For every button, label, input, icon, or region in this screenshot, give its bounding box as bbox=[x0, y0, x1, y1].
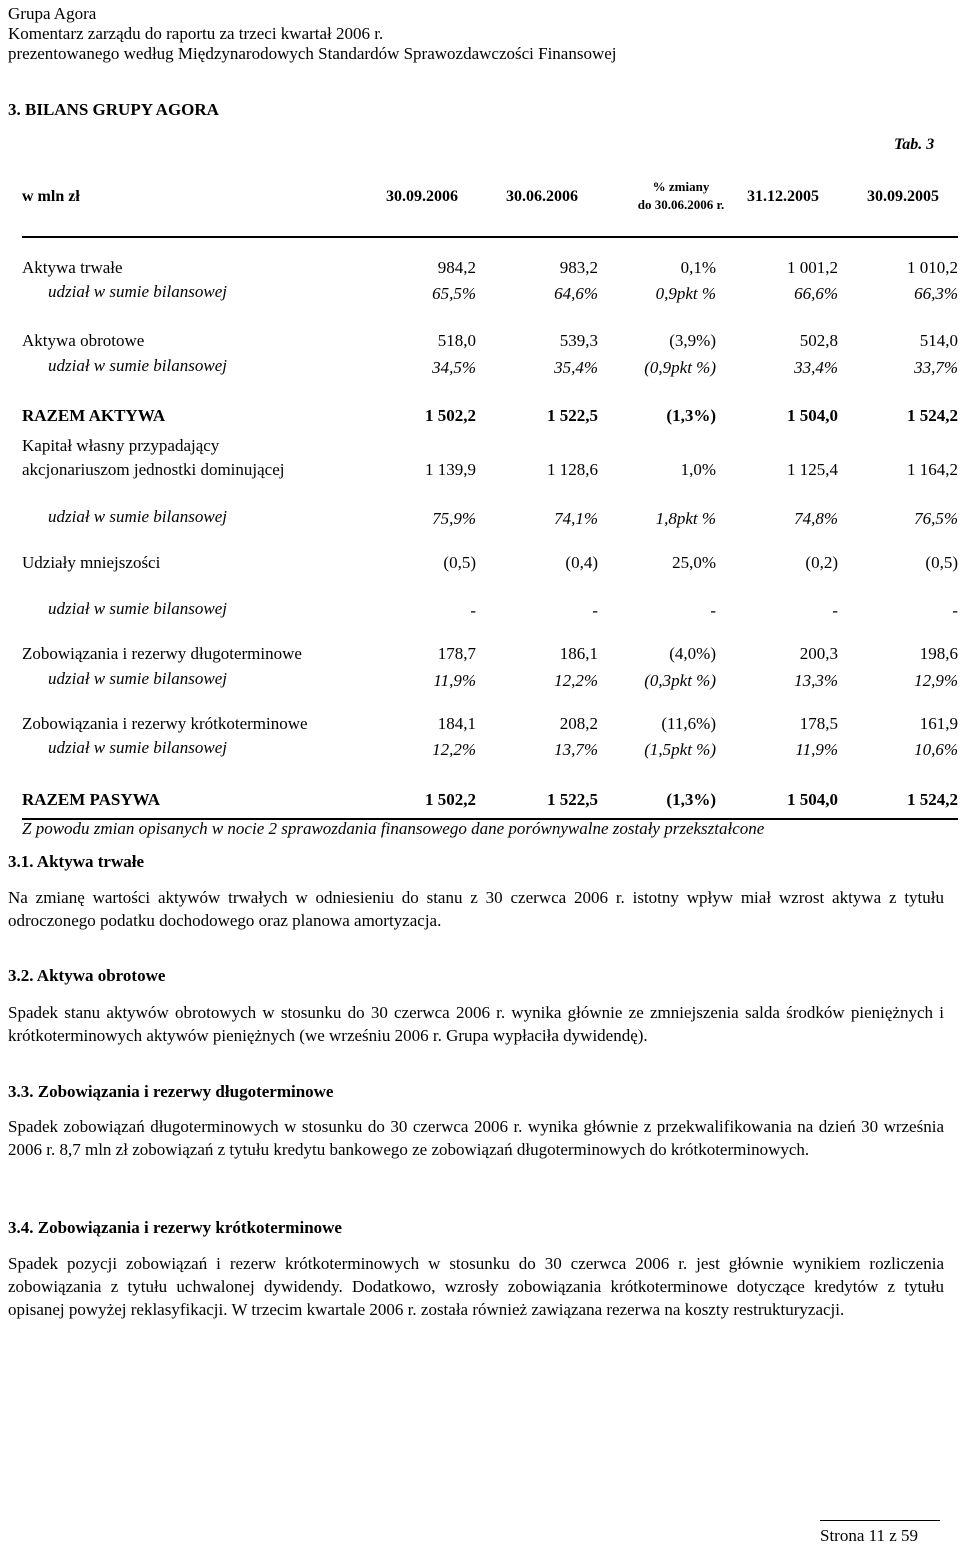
table-cell: 1 504,0 bbox=[787, 406, 838, 425]
row-label: udział w sumie bilansowej bbox=[48, 738, 227, 757]
table-cell: 0,1% bbox=[680, 258, 716, 277]
table-cell: 186,1 bbox=[559, 644, 598, 663]
table-cell: (1,3%) bbox=[666, 406, 716, 425]
footer-rule bbox=[820, 1520, 940, 1521]
table-cell: 76,5% bbox=[914, 509, 958, 528]
row-label: udział w sumie bilansowej bbox=[48, 507, 227, 526]
table-cell: (11,6%) bbox=[661, 714, 716, 733]
table-cell: - bbox=[832, 601, 838, 620]
table-cell: 1 502,2 bbox=[425, 406, 476, 425]
table-cell: 0,9pkt % bbox=[655, 284, 716, 303]
table-cell: 33,4% bbox=[794, 358, 838, 377]
table-cell: 1 010,2 bbox=[907, 258, 958, 277]
table-cell: 178,5 bbox=[799, 714, 838, 733]
section-3-1-text: Na zmianę wartości aktywów trwałych w odniesieniu do stanu z 30 czerwca 2006 r. istotny wpływ miał wzrost aktywa z tytułu odroczonego podatku dochodowego oraz planowa amortyzacja. bbox=[8, 888, 944, 930]
table-cell: 161,9 bbox=[919, 714, 958, 733]
row-label: Zobowiązania i rezerwy długoterminowe bbox=[22, 644, 302, 663]
table-cell: 64,6% bbox=[554, 284, 598, 303]
col-header-pct-change bbox=[636, 178, 726, 214]
table-cell: 1 524,2 bbox=[907, 790, 958, 809]
table-cell: 1 125,4 bbox=[787, 460, 838, 479]
table-cell: - bbox=[592, 601, 598, 620]
row-label: RAZEM PASYWA bbox=[22, 790, 161, 809]
table-cell: 539,3 bbox=[559, 331, 598, 350]
table-cell: 74,1% bbox=[554, 509, 598, 528]
table-cell: 13,3% bbox=[794, 671, 838, 690]
table-cell: 35,4% bbox=[554, 358, 598, 377]
table-cell: (1,3%) bbox=[666, 790, 716, 809]
section-3-1-title: 3.1. Aktywa trwałe bbox=[8, 852, 144, 871]
section-3-2-title: 3.2. Aktywa obrotowe bbox=[8, 966, 166, 985]
table-cell: (4,0%) bbox=[669, 644, 716, 663]
col-header-31-12-2005: 31.12.2005 bbox=[747, 188, 819, 205]
row-label: udział w sumie bilansowej bbox=[48, 599, 227, 618]
table-cell: (1,5pkt %) bbox=[644, 740, 716, 759]
table-cell: 1 524,2 bbox=[907, 406, 958, 425]
table-cell: - bbox=[952, 601, 958, 620]
row-label: Aktywa obrotowe bbox=[22, 331, 145, 350]
table-cell: (0,9pkt %) bbox=[644, 358, 716, 377]
table-cell: (0,3pkt %) bbox=[644, 671, 716, 690]
table-cell: 74,8% bbox=[794, 509, 838, 528]
table-cell: 11,9% bbox=[433, 671, 476, 690]
col-header-30-06-2006: 30.06.2006 bbox=[506, 188, 578, 205]
table-cell: 12,9% bbox=[914, 671, 958, 690]
table-cell: 66,3% bbox=[914, 284, 958, 303]
col-header-30-09-2006: 30.09.2006 bbox=[386, 188, 458, 205]
table-cell: 1,0% bbox=[680, 460, 716, 479]
section-3-3-text: Spadek zobowiązań długoterminowych w stosunku do 30 czerwca 2006 r. wynika głównie z przekwalifikowania na dzień 30 września 2006 r. 8,7 mln zł zobowiązań z tytułu kredytu bankowego ze zobowiązań długoterminowych do krótkoterminowych. bbox=[8, 1117, 944, 1159]
header-standards: prezentowanego według Międzynarodowych Standardów Sprawozdawczości Finansowej bbox=[8, 44, 617, 63]
table-cell: 200,3 bbox=[799, 644, 838, 663]
table-cell: 514,0 bbox=[919, 331, 958, 350]
header-report-title: Komentarz zarządu do raportu za trzeci kwartał 2006 r. bbox=[8, 24, 384, 43]
table-cell: 984,2 bbox=[437, 258, 476, 277]
table-cell: 1 001,2 bbox=[787, 258, 838, 277]
row-label: Kapitał własny przypadający bbox=[22, 436, 220, 455]
section-3-2-text: Spadek stanu aktywów obrotowych w stosunku do 30 czerwca 2006 r. wynika głównie ze zmniejszenia salda środków pieniężnych i krótkoterminowych aktywów pieniężnych (we wrześniu 2006 r. Grupa wypłaciła dywidendę). bbox=[8, 1003, 944, 1045]
row-label: udział w sumie bilansowej bbox=[48, 282, 227, 301]
table-cell: 25,0% bbox=[672, 553, 716, 572]
table-cell: - bbox=[470, 601, 476, 620]
row-label: Zobowiązania i rezerwy krótkoterminowe bbox=[22, 714, 308, 733]
table-cell: 208,2 bbox=[559, 714, 598, 733]
table-cell: 11,9% bbox=[795, 740, 838, 759]
table-cell: 65,5% bbox=[432, 284, 476, 303]
section-3-3-title: 3.3. Zobowiązania i rezerwy długoterminowe bbox=[8, 1082, 334, 1101]
table-cell: 75,9% bbox=[432, 509, 476, 528]
col-header-pct-line1: % zmiany bbox=[652, 179, 710, 194]
header-company: Grupa Agora bbox=[8, 4, 97, 23]
header-rule bbox=[22, 236, 958, 238]
table-cell: 1 522,5 bbox=[547, 790, 598, 809]
table-cell: 518,0 bbox=[437, 331, 476, 350]
col-header-30-09-2005: 30.09.2005 bbox=[867, 188, 939, 205]
table-cell: 12,2% bbox=[432, 740, 476, 759]
table-cell: 1 128,6 bbox=[547, 460, 598, 479]
table-cell: 33,7% bbox=[914, 358, 958, 377]
table-cell: (0,5) bbox=[443, 553, 476, 572]
table-cell: 1 164,2 bbox=[907, 460, 958, 479]
table-cell: 1 504,0 bbox=[787, 790, 838, 809]
table-cell: 34,5% bbox=[432, 358, 476, 377]
row-label: Udziały mniejszości bbox=[22, 553, 161, 572]
table-cell: (0,2) bbox=[805, 553, 838, 572]
row-label: udział w sumie bilansowej bbox=[48, 356, 227, 375]
table-cell: 13,7% bbox=[554, 740, 598, 759]
section-title: 3. BILANS GRUPY AGORA bbox=[8, 100, 219, 119]
row-label-continued: akcjonariuszom jednostki dominującej bbox=[22, 460, 285, 479]
table-cell: 178,7 bbox=[437, 644, 476, 663]
table-cell: 184,1 bbox=[437, 714, 476, 733]
table-cell: 502,8 bbox=[799, 331, 838, 350]
table-cell: 12,2% bbox=[554, 671, 598, 690]
table-cell: 983,2 bbox=[559, 258, 598, 277]
tab-label: Tab. 3 bbox=[894, 136, 935, 153]
table-cell: - bbox=[710, 601, 716, 620]
table-cell: 198,6 bbox=[919, 644, 958, 663]
table-cell: 66,6% bbox=[794, 284, 838, 303]
section-3-4-text: Spadek pozycji zobowiązań i rezerw krótkoterminowych w stosunku do 30 czerwca 2006 r. jest głównie wynikiem rozliczenia zobowiązania z tytułu uchwalonej dywidendy. Dodatkowo, wzrosły zobowiązania krótkoterminowe dotyczące kredytów z tytułu opisanej powyżej reklasyfikacji. W trzecim kwartale 2006 r. została również zawiązana rezerwa na koszty restrukturyzacji. bbox=[8, 1254, 944, 1319]
col-header-pct-line2: do 30.06.2006 r. bbox=[637, 197, 725, 212]
table-cell: 1,8pkt % bbox=[655, 509, 716, 528]
table-cell: 10,6% bbox=[914, 740, 958, 759]
table-cell: 1 522,5 bbox=[547, 406, 598, 425]
row-label: udział w sumie bilansowej bbox=[48, 669, 227, 688]
unit-label: w mln zł bbox=[22, 188, 80, 205]
table-cell: 1 502,2 bbox=[425, 790, 476, 809]
page-number: Strona 11 z 59 bbox=[820, 1526, 919, 1545]
row-label: Aktywa trwałe bbox=[22, 258, 123, 277]
table-cell: (3,9%) bbox=[669, 331, 716, 350]
row-label: RAZEM AKTYWA bbox=[22, 406, 166, 425]
section-3-4-title: 3.4. Zobowiązania i rezerwy krótkoterminowe bbox=[8, 1218, 342, 1237]
table-cell: (0,5) bbox=[925, 553, 958, 572]
table-cell: (0,4) bbox=[565, 553, 598, 572]
comparability-note: Z powodu zmian opisanych w nocie 2 sprawozdania finansowego dane porównywalne zostały przekształcone bbox=[22, 819, 765, 838]
table-cell: 1 139,9 bbox=[425, 460, 476, 479]
